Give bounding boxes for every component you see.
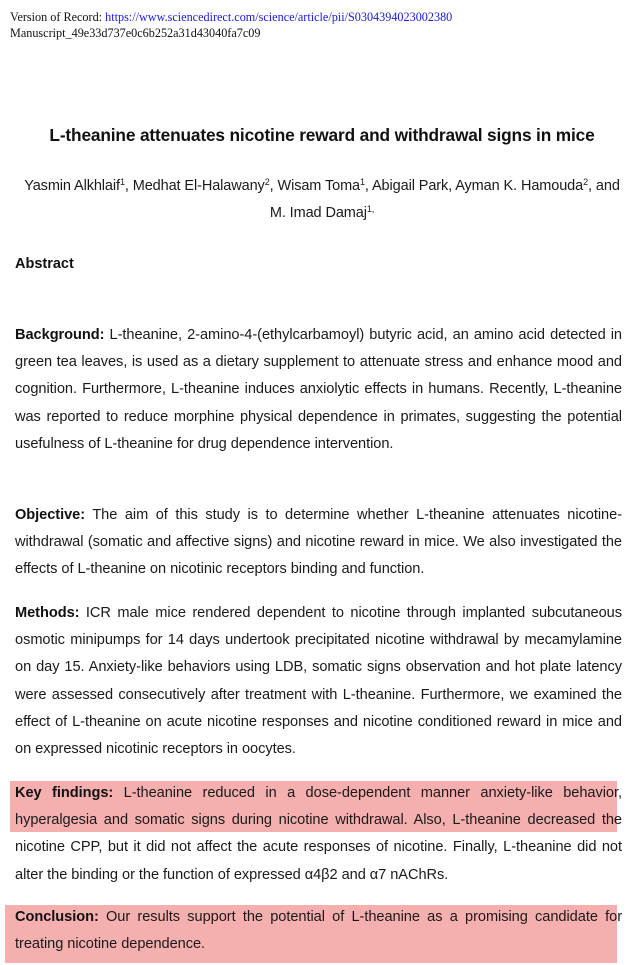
abstract-methods <box>15 600 622 763</box>
abstract-heading: Abstract <box>15 256 74 272</box>
version-of-record-label: Version of Record: <box>10 10 106 24</box>
author-list <box>20 173 624 227</box>
author: Wisam Toma$^1$, <box>277 177 372 194</box>
abstract-conclusion <box>15 904 622 958</box>
section-label: Conclusion: <box>15 909 99 925</box>
author: Ayman K. Hamouda$^2$, and <box>455 177 620 194</box>
version-of-record-link[interactable]: https://www.sciencedirect.com/science/article/pii/S0304394023002380 <box>105 10 453 24</box>
section-text: L-theanine, 2-amino-4-(ethylcarbamoyl) butyric acid, an amino acid detected in green tea leaves, is used as a dietary supplement to attenuate stress and enhance mood and cognition. Furthermore, L-theanine induces anxiolytic effects in humans. Recently, L-theanine was reported to reduce morphine physical dependence in primates, suggesting the potential usefulness of L-theanine for drug dependence intervention. <box>15 327 622 452</box>
section-label: Methods: <box>15 605 80 621</box>
section-text: The aim of this study is to determine whether L-theanine attenuates nicotine-withdrawal (somatic and affective signs) and nicotine reward in mice. We also investigated the effects of L-theanine on nicotinic receptors binding and function. <box>15 507 622 578</box>
author: Yasmin Alkhlaif$^1$, <box>24 177 133 194</box>
section-label: Key findings: <box>15 785 114 801</box>
version-of-record-line <box>10 9 452 41</box>
author: Abigail Park, <box>371 178 456 194</box>
section-label: Objective: <box>15 507 86 523</box>
section-label: Background: <box>15 327 105 343</box>
abstract-key-findings <box>15 780 622 889</box>
author: M. Imad Damaj$^{1,}$ <box>269 204 375 221</box>
abstract-objective <box>15 502 622 584</box>
section-text: ICR male mice rendered dependent to nicotine through implanted subcutaneous osmotic minipumps for 14 days undertook precipitated nicotine withdrawal by mecamylamine on day 15. Anxiety-like behaviors using LDB, somatic signs observation and hot plate latency were assessed consecutively after treatment with L-theanine. Furthermore, we examined the effect of L-theanine on acute nicotine responses and nicotine conditioned reward in mice and on expressed nicotinic receptors in oocytes. <box>15 605 622 758</box>
section-text: L-theanine reduced in a dose-dependent manner anxiety-like behavior, hyperalgesia and somatic signs during nicotine withdrawal. Also, L-theanine decreased the nicotine CPP, but it did not affect the acute responses of nicotine. Finally, L-theanine did not alter the binding or the function of expressed α4β2 and α7 nAChRs. <box>15 785 623 883</box>
section-text: Our results support the potential of L-theanine as a promising candidate for treating nicotine dependence. <box>15 909 622 953</box>
manuscript-id: Manuscript_49e33d737e0c6b252a31d43040fa7c09 <box>10 26 261 40</box>
paper-title: L-theanine attenuates nicotine reward and withdrawal signs in mice <box>49 125 595 145</box>
author: Medhat El-Halawany$^2$, <box>132 177 278 194</box>
abstract-background <box>15 322 622 458</box>
